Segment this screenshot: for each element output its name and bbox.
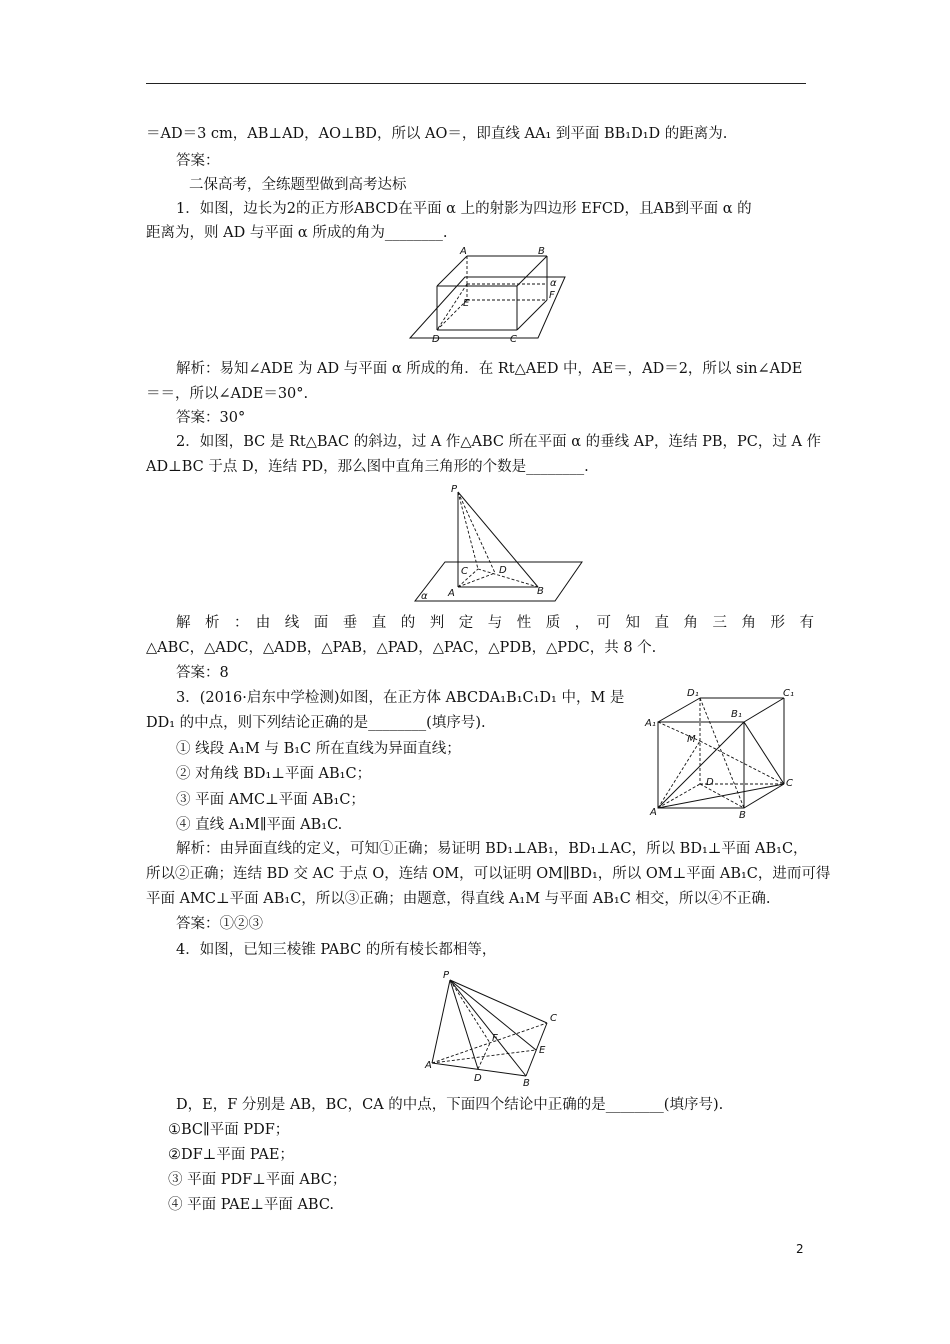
option-2: ②DF⊥平面 PAE； (168, 1147, 294, 1163)
vertex-label: C (510, 334, 517, 345)
answer-1: 答案：30° (176, 410, 246, 426)
option-4: ④ 直线 A₁M∥平面 AB₁C. (176, 817, 343, 833)
question-2: 2．如图，BC 是 Rt△BAC 的斜边，过 A 作△ABC 所在平面 α 的垂线 AP，连结 PB，PC，过 A 作 (176, 434, 822, 450)
vertex-label: D₁ (687, 688, 699, 699)
vertex-label: B (523, 1078, 530, 1089)
vertex-label: B (537, 586, 544, 597)
text-line: 平面 AMC⊥平面 AB₁C，所以③正确；由题意，得直线 A₁M 与平面 AB₁C 相交，所以④不正确. (146, 891, 771, 907)
vertex-label: D (706, 777, 714, 788)
figure-perpendicular-pyramid (415, 484, 585, 608)
vertex-label: A₁ (645, 718, 656, 729)
vertex-label: D (432, 334, 440, 345)
header-rule (146, 83, 806, 84)
text-line: AD⊥BC 于点 D，连结 PD，那么图中直角三角形的个数是________. (146, 459, 589, 475)
figure-cube (645, 686, 805, 820)
vertex-label: C (550, 1013, 557, 1024)
question-3: 3．(2016·启东中学检测)如图，在正方体 ABCDA₁B₁C₁D₁ 中，M 是 (176, 690, 625, 706)
vertex-label: C₁ (783, 688, 794, 699)
vertex-label: C (461, 566, 468, 577)
plane-label: α (550, 278, 557, 289)
vertex-label: A (448, 588, 455, 599)
text-line: ＝AD＝3 cm，AB⊥AD，AO⊥BD，所以 AO＝，即直线 AA₁ 到平面 BB₁D₁D 的距离为. (146, 126, 728, 142)
text-line: △ABC，△ADC，△ADB，△PAB，△PAD，△PAC，△PDB，△PDC，共 8 个. (146, 640, 657, 656)
vertex-label: M (687, 734, 696, 745)
vertex-label: B (538, 246, 545, 257)
solution-1: 解析：易知∠ADE 为 AD 与平面 α 所成的角．在 Rt△AED 中，AE＝，AD＝2，所以 sin∠ADE (176, 361, 803, 377)
question-4: 4．如图，已知三棱锥 PABC 的所有棱长都相等， (176, 942, 497, 958)
option-3: ③ 平面 PDF⊥平面 ABC； (168, 1172, 347, 1188)
vertex-label: D (499, 565, 507, 576)
answer-2: 答案：8 (176, 665, 229, 681)
solution-2: 解 析 ： 由 线 面 垂 直 的 判 定 与 性 质 ， 可 知 直 角 三 角 形 有 (176, 615, 814, 631)
vertex-label: F (549, 290, 555, 301)
text-line: 所以②正确；连结 BD 交 AC 于点 O，连结 OM，可以证明 OM∥BD₁，所以 OM⊥平面 AB₁C，进而可得 (146, 866, 831, 882)
text-line: ＝＝，所以∠ADE＝30°. (146, 386, 309, 402)
solution-3: 解析：由异面直线的定义，可知①正确；易证明 BD₁⊥AB₁，BD₁⊥AC，所以 BD₁⊥平面 AB₁C， (176, 841, 808, 857)
figure-square-projection (410, 248, 570, 352)
vertex-label: A (650, 807, 657, 818)
plane-label: α (421, 591, 428, 602)
vertex-label: A (460, 246, 467, 257)
figure-tetrahedron (425, 968, 565, 1092)
vertex-label: D (474, 1073, 482, 1084)
vertex-label: B₁ (731, 709, 742, 720)
answer-label: 答案： (176, 153, 220, 169)
option-2: ② 对角线 BD₁⊥平面 AB₁C； (176, 766, 372, 782)
question-1: 1．如图，边长为2的正方形ABCD在平面 α 上的射影为四边形 EFCD，且AB到平面 α 的 (176, 201, 752, 217)
vertex-label: A (425, 1060, 432, 1071)
text-line: 距离为，则 AD 与平面 α 所成的角为________. (146, 225, 448, 241)
option-1: ①BC∥平面 PDF； (168, 1122, 290, 1138)
option-3: ③ 平面 AMC⊥平面 AB₁C； (176, 792, 365, 808)
section-heading: 二保高考，全练题型做到高考达标 (189, 177, 407, 193)
vertex-label: E (463, 298, 470, 309)
page-number: 2 (796, 1242, 804, 1256)
vertex-label: B (739, 810, 746, 821)
vertex-label: P (451, 484, 458, 495)
vertex-label: C (786, 778, 793, 789)
answer-3: 答案：①②③ (176, 916, 263, 932)
text-line: DD₁ 的中点，则下列结论正确的是________(填序号). (146, 715, 486, 731)
vertex-label: E (539, 1045, 546, 1056)
option-4: ④ 平面 PAE⊥平面 ABC. (168, 1197, 335, 1213)
vertex-label: P (443, 970, 450, 981)
text-line: D，E，F 分别是 AB，BC，CA 的中点，下面四个结论中正确的是________(填序号). (176, 1097, 724, 1113)
option-1: ① 线段 A₁M 与 B₁C 所在直线为异面直线； (176, 741, 461, 757)
vertex-label: F (492, 1033, 498, 1044)
